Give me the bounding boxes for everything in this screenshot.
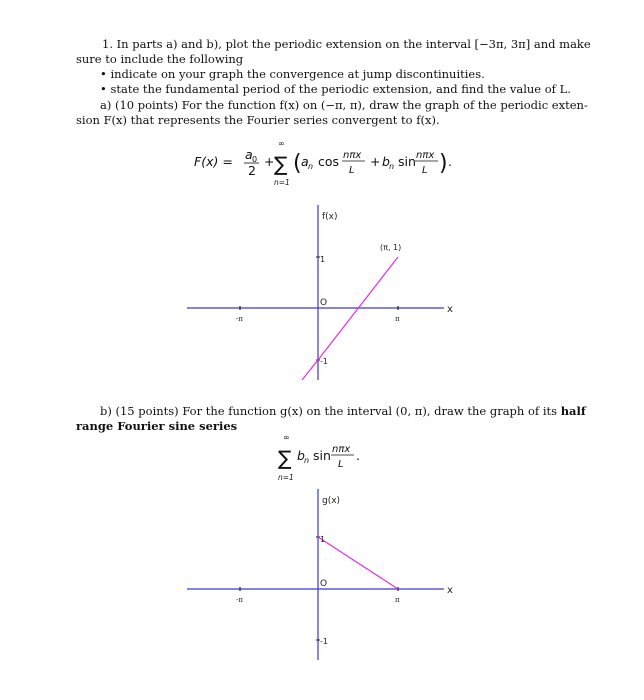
- sin-denominator-b: L: [338, 459, 344, 470]
- a0-symbol: a: [245, 147, 253, 162]
- gx-label: g(x): [322, 496, 341, 506]
- sin-function-b: sin: [313, 448, 331, 463]
- part-a-line-1: a) (10 points) For the function f(x) on (−π, π), draw the graph of the periodic exten-: [100, 98, 588, 112]
- problem-line-2: sure to include the following: [76, 52, 244, 66]
- bn-subscript: n: [389, 162, 395, 171]
- sin-function: sin: [398, 154, 416, 169]
- part-a-line-2: sion F(x) that represents the Fourier series convergent to f(x).: [76, 113, 440, 127]
- equation-period-b: .: [356, 448, 360, 463]
- left-paren-icon: (: [293, 151, 302, 176]
- neg-pi-label: -π: [236, 315, 243, 323]
- problem-line-1: 1. In parts a) and b), plot the periodic extension on the interval [−3π, 3π] and make: [102, 37, 591, 51]
- an-subscript: n: [308, 162, 314, 171]
- x-axis-label-b: x: [447, 585, 453, 596]
- tick-one-label: 1: [320, 255, 326, 264]
- cos-numerator: nπx: [343, 150, 362, 161]
- right-paren-icon: ): [439, 151, 448, 176]
- bn-subscript-b: n: [304, 456, 310, 465]
- graph-a: [180, 200, 470, 380]
- an-symbol: a: [301, 154, 309, 169]
- sin-numerator-b: nπx: [332, 444, 351, 455]
- part-b-line-1: [100, 404, 586, 418]
- bullet-text-2: state the fundamental period of the periodic extension, and find the value of L.: [110, 82, 571, 96]
- tick-neg-one-label-b: -1: [320, 637, 328, 646]
- x-axis-label: x: [447, 304, 453, 315]
- sin-numerator: nπx: [416, 150, 435, 161]
- equation-period: .: [448, 154, 452, 169]
- a0-subscript: 0: [252, 155, 258, 164]
- bullet-icon: •: [100, 82, 107, 96]
- graph-b: [180, 484, 470, 660]
- sum-lower-limit: n=1: [274, 178, 290, 187]
- sigma-icon: ∑: [274, 152, 288, 176]
- part-b-bold-half: half: [560, 404, 586, 418]
- two-denominator: 2: [248, 163, 256, 178]
- sin-denominator: L: [422, 165, 428, 176]
- part-b-text: b) (15 points) For the function g(x) on the interval (0, π), draw the graph of its: [100, 404, 558, 418]
- fx-label: f(x): [322, 212, 338, 222]
- origin-label: O: [320, 298, 328, 308]
- sine-series-equation: [275, 432, 385, 484]
- plus-sign: +: [264, 154, 275, 169]
- bullet-item-1: [100, 67, 485, 81]
- bn-symbol: b: [382, 154, 390, 169]
- neg-pi-label-b: -π: [236, 596, 243, 604]
- point-label: (π, 1): [380, 243, 402, 252]
- bullet-item-2: [100, 82, 571, 96]
- tick-one-label-b: 1: [320, 535, 326, 544]
- bullet-text-1: indicate on your graph the convergence at jump discontinuities.: [110, 67, 485, 81]
- pi-label: π: [395, 315, 400, 323]
- equation-lhs: F(x) =: [194, 154, 233, 169]
- cos-denominator: L: [349, 165, 355, 176]
- fx-line-left: [302, 360, 318, 380]
- pi-label-b: π: [395, 596, 400, 604]
- sigma-icon-b: ∑: [278, 446, 292, 470]
- origin-label-b: O: [320, 579, 328, 589]
- sum-lower-limit-b: n=1: [278, 473, 294, 482]
- part-b-line-2: range Fourier sine series: [76, 419, 238, 433]
- sum-upper-limit-b: ∞: [283, 433, 290, 442]
- tick-neg-one-label: -1: [320, 357, 328, 366]
- gx-line: [318, 537, 398, 589]
- plus-sign-2: +: [370, 154, 381, 169]
- cos-function: cos: [318, 154, 340, 169]
- fourier-series-equation: [190, 138, 470, 190]
- bn-symbol-b: b: [297, 448, 305, 463]
- bullet-icon: •: [100, 67, 107, 81]
- sum-upper-limit: ∞: [278, 139, 285, 148]
